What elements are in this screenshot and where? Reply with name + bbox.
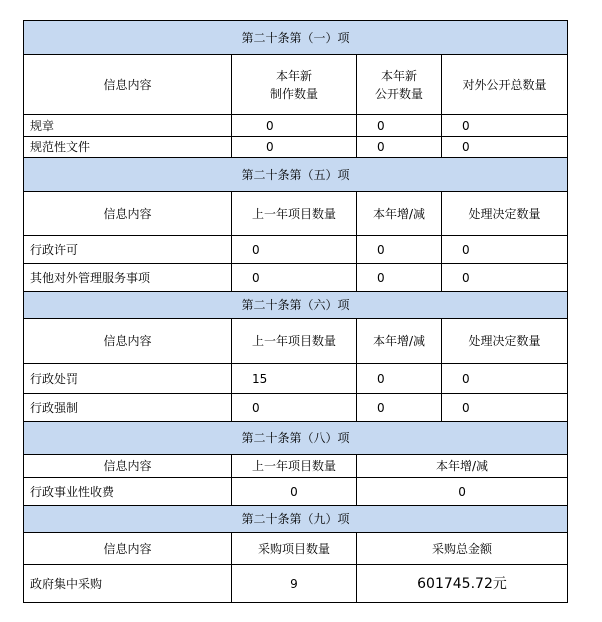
cell-value: 0 [232, 236, 357, 264]
section-header-row [24, 21, 568, 55]
section-title: 第二十条第（八）项 [24, 422, 568, 455]
section-title: 第二十条第（九）项 [24, 506, 568, 533]
section-header-row [24, 158, 568, 192]
section-title: 第二十条第（一）项 [24, 21, 568, 55]
cell-value: 0 [357, 236, 442, 264]
cell-value: 9 [232, 565, 357, 603]
cell-value: 0 [442, 236, 568, 264]
government-info-disclosure-table [23, 20, 568, 603]
cell-value: 0 [442, 394, 568, 422]
cell-value: 0 [357, 115, 442, 137]
cell-value: 0 [442, 264, 568, 292]
cell-value: 0 [442, 364, 568, 394]
column-header: 本年增/减 [357, 455, 568, 478]
column-header-row [24, 455, 568, 478]
section-header-row [24, 506, 568, 533]
row-label: 规章 [24, 115, 232, 137]
column-header-line: 制作数量 [269, 86, 318, 101]
column-header: 信息内容 [24, 319, 232, 364]
column-header: 本年增/减 [357, 319, 442, 364]
column-header: 采购项目数量 [232, 533, 357, 565]
row-label: 行政许可 [24, 236, 232, 264]
column-header-row [24, 55, 568, 115]
section-header-row [24, 292, 568, 319]
column-header-line: 公开数量 [374, 86, 423, 101]
column-header: 对外公开总数量 [442, 55, 568, 115]
column-header [232, 55, 357, 115]
column-header: 上一年项目数量 [232, 455, 357, 478]
row-label: 行政事业性收费 [24, 478, 232, 506]
column-header: 上一年项目数量 [232, 319, 357, 364]
cell-value: 0 [232, 115, 357, 137]
table-row [24, 478, 568, 506]
procurement-total-amount: 601745.72元 [357, 565, 568, 603]
column-header: 信息内容 [24, 55, 232, 115]
table-row [24, 115, 568, 137]
table-row [24, 137, 568, 158]
cell-value: 0 [357, 264, 442, 292]
cell-value: 0 [357, 364, 442, 394]
column-header-row [24, 319, 568, 364]
column-header [357, 55, 442, 115]
column-header-row [24, 533, 568, 565]
column-header-line: 本年新 [275, 68, 312, 83]
column-header: 信息内容 [24, 455, 232, 478]
table-row [24, 264, 568, 292]
cell-value: 0 [357, 394, 442, 422]
table-row [24, 364, 568, 394]
column-header: 处理决定数量 [442, 319, 568, 364]
cell-value: 0 [232, 478, 357, 506]
table-row [24, 236, 568, 264]
column-header: 上一年项目数量 [232, 192, 357, 236]
row-label: 规范性文件 [24, 137, 232, 158]
section-header-row [24, 422, 568, 455]
table-row [24, 394, 568, 422]
column-header: 处理决定数量 [442, 192, 568, 236]
column-header: 本年增/减 [357, 192, 442, 236]
cell-value: 0 [442, 115, 568, 137]
row-label: 行政强制 [24, 394, 232, 422]
column-header-row [24, 192, 568, 236]
cell-value: 0 [232, 394, 357, 422]
row-label: 政府集中采购 [24, 565, 232, 603]
cell-value: 0 [232, 137, 357, 158]
cell-value: 15 [232, 364, 357, 394]
column-header: 信息内容 [24, 192, 232, 236]
table-row [24, 565, 568, 603]
column-header: 信息内容 [24, 533, 232, 565]
column-header-line: 本年新 [380, 68, 417, 83]
cell-value: 0 [442, 137, 568, 158]
cell-value: 0 [232, 264, 357, 292]
column-header: 采购总金额 [357, 533, 568, 565]
cell-value: 0 [357, 478, 568, 506]
cell-value: 0 [357, 137, 442, 158]
section-title: 第二十条第（六）项 [24, 292, 568, 319]
row-label: 其他对外管理服务事项 [24, 264, 232, 292]
section-title: 第二十条第（五）项 [24, 158, 568, 192]
row-label: 行政处罚 [24, 364, 232, 394]
